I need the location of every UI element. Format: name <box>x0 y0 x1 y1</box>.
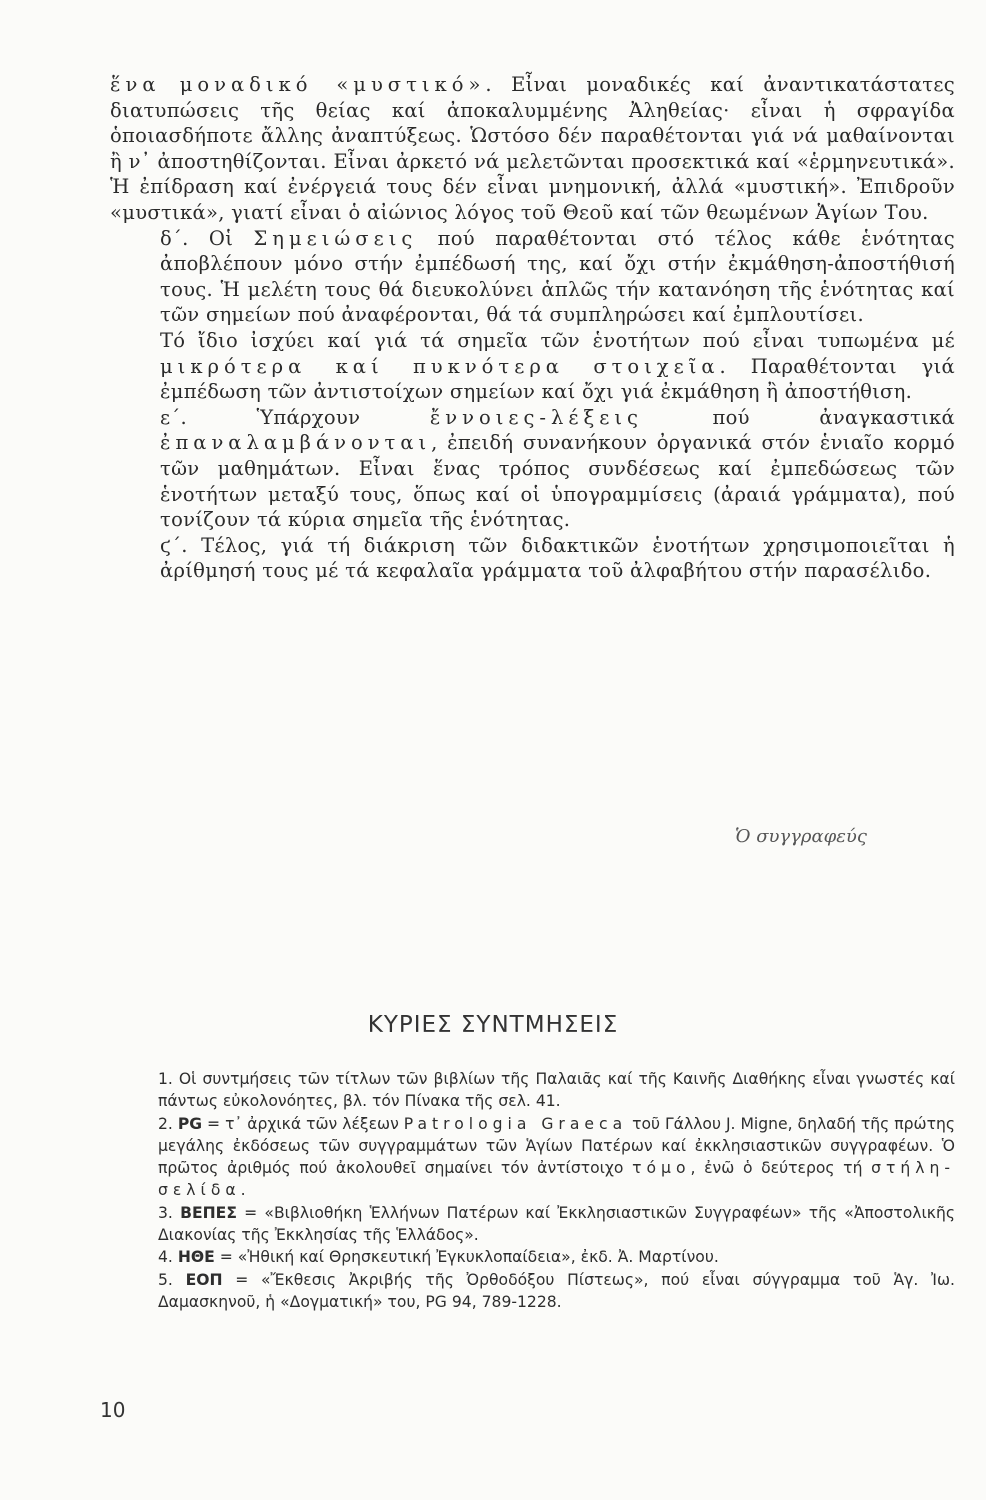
paragraph-3 <box>110 328 955 405</box>
abbreviation-key: PG <box>177 1114 203 1133</box>
abbreviation-item-2 <box>110 1113 955 1202</box>
abbreviations-list <box>110 1068 955 1313</box>
text-span: , ἐνῶ ὁ δεύτερος τή <box>690 1159 872 1178</box>
text-span: . Παραθέτονται γιά ἐμπέδωση τῶν ἀντιστοίχων σημείων καί ὄχι γιά ἐκμάθηση ἢ ἀποστήθιση. <box>160 354 955 404</box>
text-span: = «Ἠθική καί Θρησκευτική Ἐγκυκλοπαίδεια», ἐκδ. Ἀ. Μαρτίνου. <box>214 1248 719 1267</box>
spaced-emphasis: μοναδικό «μυστικό» <box>179 73 486 96</box>
text-span: τοῦ Γάλλου J. Migne, δηλαδή τῆς πρώτης μεγάλης ἐκδόσεως τῶν συγγραμμάτων τῶν Ἁγίων Πατέρων καί ἐκκλησιαστικῶν συγγραφέων. Ὁ πρῶτος ἀριθμός πού ἀκολουθεῖ σημαίνει τόν ἀντίστοιχο <box>158 1114 955 1178</box>
spaced-emphasis: ἐπαναλαμβάνονται <box>160 431 432 455</box>
page-number: 10 <box>100 1398 126 1422</box>
abbreviation-item-5 <box>110 1269 955 1314</box>
abbreviation-item-1: 1. Οἱ συντμήσεις τῶν τίτλων τῶν βιβλίων τῆς Παλαιᾶς καί τῆς Καινῆς Διαθήκης εἶναι γνωστές καί πάντως εὐκολονόητες, βλ. τόν Πίνακα τῆς σελ. 41. <box>158 1070 955 1111</box>
text-span: = «Βιβλιοθήκη Ἑλλήνων Πατέρων καί Ἐκκλησιαστικῶν Συγγραφέων» τῆς «Ἀποστολικῆς Διακονίας τῆς Ἐκκλησίας τῆς Ἑλλάδος». <box>158 1203 955 1245</box>
paragraph-5: ϛ΄. Τέλος, γιά τή διάκριση τῶν διδακτικῶν ἑνοτήτων χρησιμοποιεῖται ἡ ἀρίθμησή τους μέ τά κεφαλαῖα γράμματα τοῦ ἀλφαβήτου στήν παρασέλιδο. <box>160 533 955 583</box>
paragraph-4 <box>110 405 955 533</box>
spaced-emphasis: Patrologia Graeca <box>403 1114 628 1133</box>
item-number: 2. <box>158 1114 173 1133</box>
paragraph-1 <box>110 72 955 226</box>
spaced-emphasis: μικρότερα καί πυκνότερα στοιχεῖα <box>160 354 720 378</box>
text-span: . <box>240 1181 246 1200</box>
spaced-emphasis: Σημειώσεις <box>253 226 418 250</box>
body-text <box>110 72 955 584</box>
abbreviation-key: ΒΕΠΕΣ <box>180 1203 237 1222</box>
text-span: = «Ἔκθεσις Ἀκριβής τῆς Ὀρθοδόξου Πίστεως», πού εἶναι σύγγραμμα τοῦ Ἁγ. Ἰω. Δαμασκηνοῦ, ἡ «Δογματική» του, PG 94, 789-1228. <box>158 1270 955 1311</box>
abbreviation-item-3 <box>110 1202 955 1247</box>
abbreviation-key: ΗΘΕ <box>177 1248 215 1267</box>
text-span: πού παραθέτονται στό τέλος κάθε ἑνότητας ἀποβλέπουν μόνο στήν ἐμπέδωσή της, καί ὄχι στήν ἐκμάθηση-ἀποστήθισή τους. Ἡ μελέτη τους θά διευκολύνει ἁπλῶς τήν κατανόηση τῆς ἑνότητας καί τῶν σημείων πού ἀναφέρονται, θά τά συμπληρώσει καί ἐμπλουτίσει. <box>160 226 955 327</box>
paragraph-2 <box>110 226 955 328</box>
item-number: 3. <box>158 1203 173 1222</box>
spaced-emphasis: στήλη-σελίδα <box>158 1159 955 1200</box>
abbreviation-key: ΕΟΠ <box>185 1270 223 1289</box>
spaced-emphasis: ἔννοιες-λέξεις <box>429 405 643 429</box>
text-span: δ΄. Οἱ <box>160 226 234 250</box>
spaced-emphasis: τόμο <box>632 1159 691 1178</box>
author-signature: Ὁ συγγραφεύς <box>735 826 867 847</box>
section-heading: ΚΥΡΙΕΣ ΣΥΝΤΜΗΣΕΙΣ <box>367 1012 619 1038</box>
item-number: 5. <box>158 1270 173 1289</box>
text-span: πού ἀναγκαστικά <box>642 405 955 429</box>
text-span: ἕνα <box>110 73 161 96</box>
abbreviation-item-4 <box>110 1246 955 1268</box>
text-span: ε΄. Ὑπάρχουν <box>160 405 361 429</box>
text-span: Τό ἴδιο ἰσχύει καί γιά τά σημεῖα τῶν ἑνοτήτων πού εἶναι τυπωμένα μέ <box>160 328 955 352</box>
text-span: = τ᾿ ἀρχικά τῶν λέξεων <box>202 1114 404 1133</box>
text-span: . Εἶναι μοναδικές καί ἀναντικατάστατες διατυπώσεις τῆς θείας καί ἀποκαλυμμένης Ἀληθείας· εἶναι ἡ σφραγίδα ὁποιασδήποτε ἄλλης ἀναπτύξεως. Ὡστόσο δέν παραθέτονται γιά νά μαθαίνονται ἢ ν᾿ ἀποστηθίζονται. Εἶναι ἀρκετό νά μελετῶνται προσεκτικά καί «ἑρμηνευτικά». Ἡ ἐπίδραση καί ἐνέργειά τους δέν εἶναι μνημονική, ἀλλά «μυστική». Ἐπιδροῦν «μυστικά», γιατί εἶναι ὁ αἰώνιος λόγος τοῦ Θεοῦ καί τῶν θεωμένων Ἁγίων Του. <box>110 73 956 224</box>
item-number: 4. <box>158 1248 173 1267</box>
text-span: , ἐπειδή συνανήκουν ὀργανικά στόν ἑνιαῖο κορμό τῶν μαθημάτων. Εἶναι ἕνας τρόπος συνδέσεως καί ἐμπεδώσεως τῶν ἑνοτήτων μεταξύ τους, ὅπως καί οἱ ὑπογραμμίσεις (ἀραιά γράμματα), πού τονίζουν τά κύρια σημεῖα τῆς ἑνότητας. <box>160 431 955 532</box>
